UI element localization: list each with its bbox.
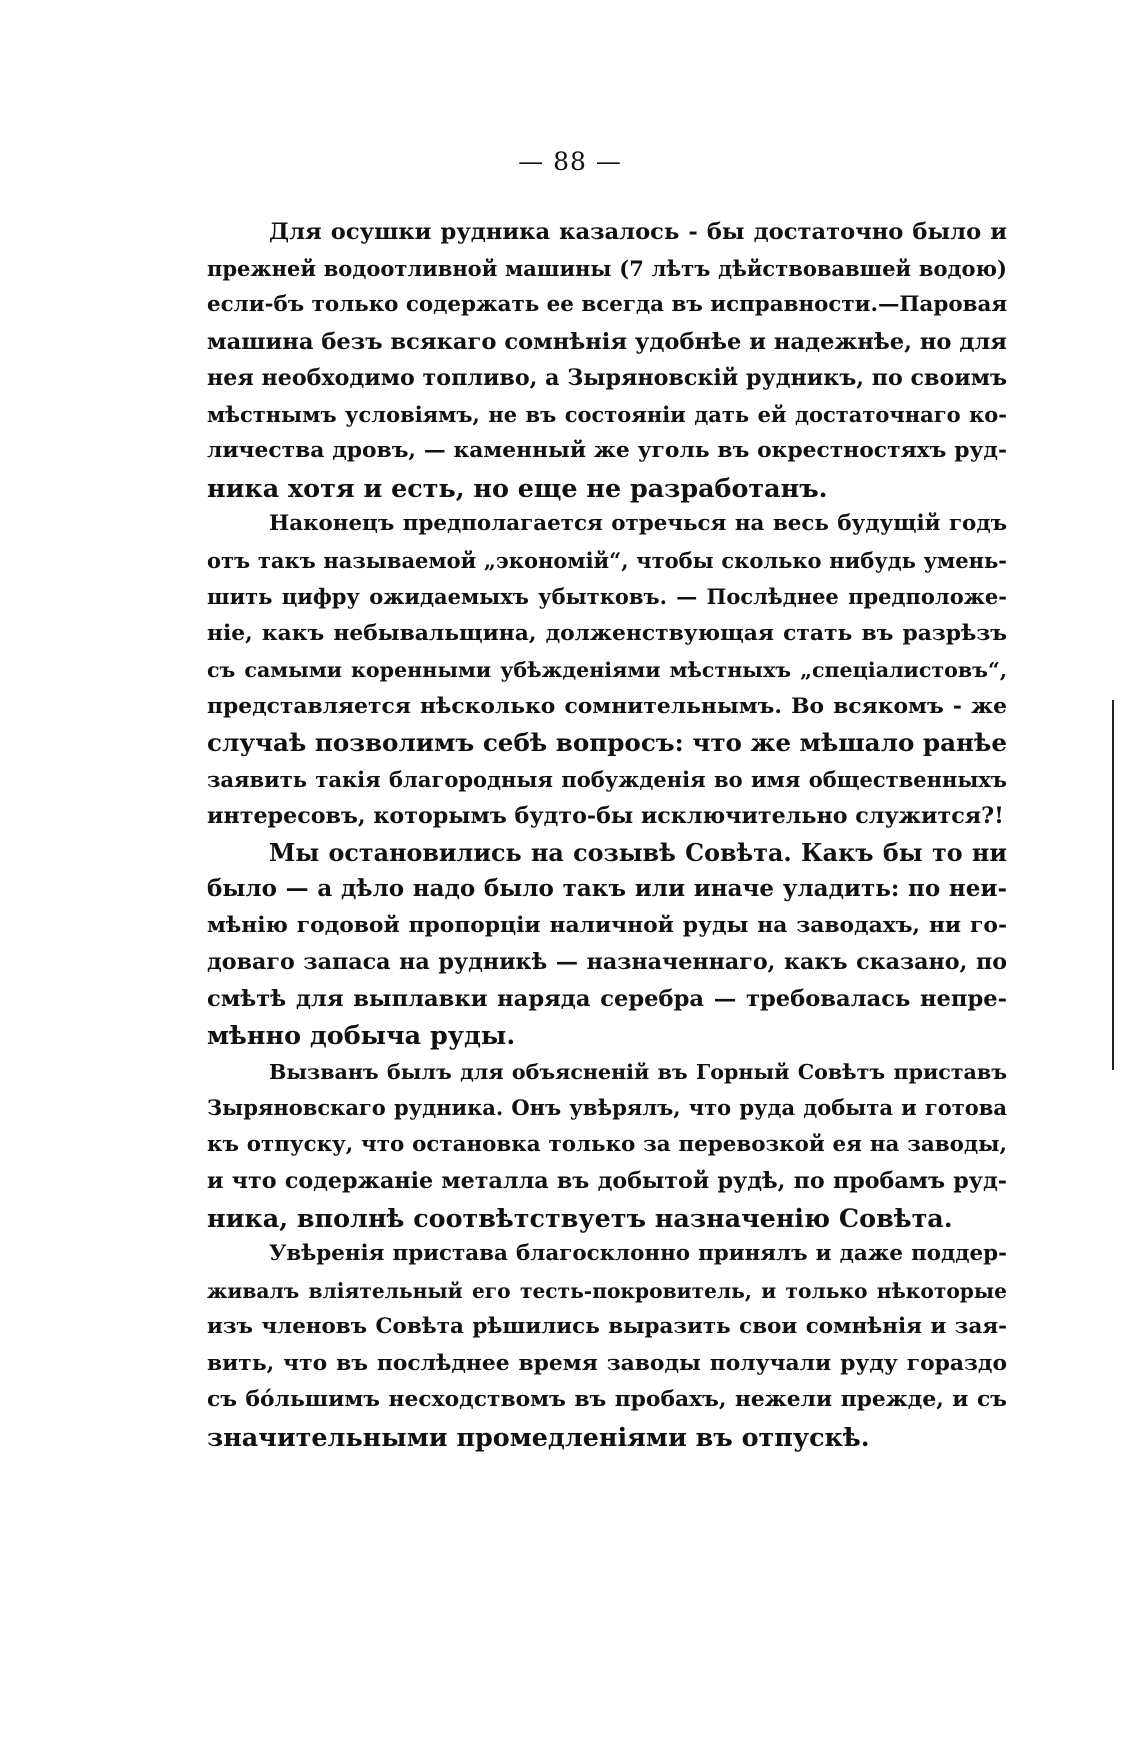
- text-line: представляется нѣсколько сомнительнымъ. Во всякомъ - же: [207, 693, 1007, 719]
- paragraph: [207, 1054, 1007, 1237]
- text-line: случаѣ позволимъ себѣ вопросъ: что же мѣшало ранѣе: [207, 728, 1007, 757]
- text-line: съ бóльшимъ несходствомъ въ пробахъ, нежели прежде, и съ: [207, 1387, 1007, 1412]
- paragraph: [207, 506, 1007, 835]
- text-line: шить цифру ожидаемыхъ убытковъ. — Послѣднее предположе-: [207, 584, 1007, 609]
- text-line: Наконецъ предполагается отречься на весь будущій годъ: [269, 511, 1007, 536]
- text-line: мѣстнымъ условіямъ, не въ состояніи дать ей достаточнаго ко-: [207, 401, 1007, 427]
- text-line: значительными промедленіями въ отпускѣ.: [207, 1421, 870, 1452]
- body-text: [207, 214, 1007, 1455]
- text-line: ника, вполнѣ соотвѣтствуетъ назначенію Совѣта.: [207, 1202, 953, 1233]
- text-line: ніе, какъ небывальщина, долженствующая стать въ разрѣзъ: [207, 620, 1007, 646]
- text-line: прежней водоотливной машины (7 лѣтъ дѣйствовавшей водою): [207, 255, 1007, 281]
- text-line: Мы остановились на созывѣ Совѣта. Какъ бы то ни: [269, 838, 1007, 867]
- text-line: нея необходимо топливо, а Зыряновскій рудникъ, по своимъ: [207, 365, 1007, 391]
- text-line: машина безъ всякаго сомнѣнія удобнѣе и надежнѣе, но для: [207, 328, 1007, 355]
- text-line: Зыряновскаго рудника. Онъ увѣрялъ, что руда добыта и готова: [207, 1095, 1007, 1120]
- text-line: смѣтѣ для выплавки наряда серебра — требовалась непре-: [207, 985, 1007, 1012]
- text-line: заявить такія благородныя побужденія во имя общественныхъ: [207, 766, 1007, 792]
- text-line: вить, что въ послѣднее время заводы получали руду гораздо: [207, 1350, 1007, 1376]
- text-line: ника хотя и есть, но еще не разработанъ.: [207, 472, 828, 503]
- text-line: къ отпуску, что остановка только за перевозкой ея на заводы,: [207, 1131, 1007, 1157]
- text-line: отъ такъ называемой „экономій“, чтобы сколько нибудь умень-: [207, 547, 1007, 573]
- text-line: мѣнію годовой пропорціи наличной руды на заводахъ, ни го-: [207, 912, 1007, 938]
- text-line: Для осушки рудника казалось - бы достаточно было и: [269, 219, 1007, 245]
- text-line: личества дровъ, — каменный же уголь въ окрестностяхъ руд-: [207, 438, 1007, 463]
- paragraph: [207, 214, 1007, 506]
- text-line: доваго запаса на рудникѣ — назначеннаго, какъ сказано, по: [207, 949, 1007, 975]
- text-line: изъ членовъ Совѣта рѣшились выразить свои сомнѣнія и зая-: [207, 1314, 1007, 1339]
- page-edge-line: [1112, 700, 1114, 1070]
- text-line: интересовъ, которымъ будто-бы исключительно служится?!: [207, 803, 1004, 829]
- text-line: Увѣренія пристава благосклонно принялъ и даже поддер-: [269, 1241, 1007, 1266]
- paragraph: [207, 1236, 1007, 1455]
- text-line: мѣнно добыча руды.: [207, 1020, 516, 1050]
- page-number: — 88 —: [518, 147, 622, 176]
- text-line: если-бъ только содержать ее всегда въ исправности.—Паровая: [207, 292, 1007, 317]
- text-line: и что содержаніе металла въ добытой рудѣ, по пробамъ руд-: [207, 1168, 1007, 1194]
- text-line: было — а дѣло надо было такъ или иначе уладить: по неи-: [207, 875, 1007, 902]
- paragraph: [207, 835, 1007, 1054]
- text-line: живалъ вліятельный его тесть-покровитель, и только нѣкоторые: [207, 1278, 1007, 1303]
- text-line: съ самыми коренными убѣжденіями мѣстныхъ „спеціалистовъ“,: [207, 658, 1007, 682]
- text-line: Вызванъ былъ для объясненій въ Горный Совѣтъ приставъ: [269, 1059, 1007, 1084]
